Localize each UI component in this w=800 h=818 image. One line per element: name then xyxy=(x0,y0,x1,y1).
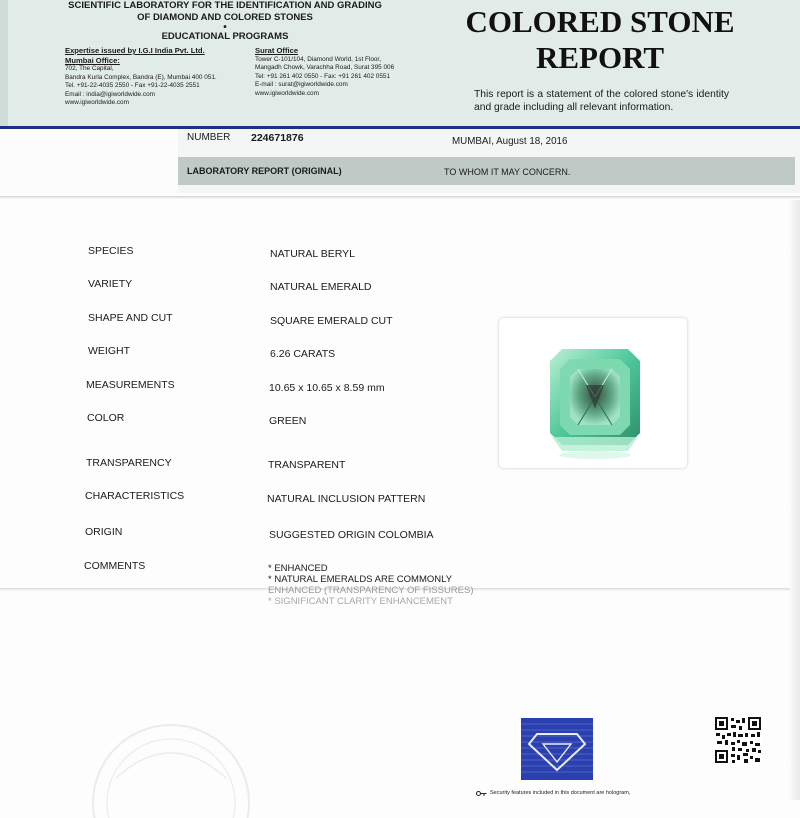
mumbai-address-2: Bandra Kurla Complex, Bandra (E), Mumbai 400 051. xyxy=(65,73,217,81)
detail-row xyxy=(0,278,800,294)
place-date: MUMBAI, August 18, 2016 xyxy=(452,136,568,147)
detail-value-measurements: 10.65 x 10.65 x 8.59 mm xyxy=(269,382,385,394)
report-title-line1: COLORED STONE xyxy=(465,4,735,39)
detail-row xyxy=(0,245,800,261)
emerald-gem-photo xyxy=(548,345,642,461)
lab-title xyxy=(65,0,385,43)
surat-office xyxy=(255,46,394,98)
paper-fold-top xyxy=(0,196,800,199)
surat-office-title: Surat Office xyxy=(255,46,299,55)
lab-title-bullet: • xyxy=(223,22,227,33)
report-number: 224671876 xyxy=(251,132,304,144)
detail-value-species: NATURAL BERYL xyxy=(270,248,355,260)
comment-line: * SIGNIFICANT CLARITY ENHANCEMENT xyxy=(268,596,453,607)
number-label: NUMBER xyxy=(187,132,231,143)
detail-label-variety: VARIETY xyxy=(88,278,133,290)
mumbai-address-1: 702, The Capital, xyxy=(65,65,114,72)
lab-title-line3: EDUCATIONAL PROGRAMS xyxy=(161,31,289,42)
comment-line: * NATURAL EMERALDS ARE COMMONLY xyxy=(268,574,453,585)
detail-value-origin: SUGGESTED ORIGIN COLOMBIA xyxy=(269,529,434,541)
mumbai-office xyxy=(65,46,217,108)
surat-address-2: Mangadh Chowk, Varachha Road, Surat 395 006 xyxy=(255,64,395,72)
expertise-line: Expertise issued by I.G.I India Pvt. Ltd. xyxy=(65,46,205,55)
detail-label-weight: WEIGHT xyxy=(88,345,130,357)
comments-label: COMMENTS xyxy=(84,560,146,572)
detail-value-transparency: TRANSPARENT xyxy=(268,459,346,471)
security-key-icon xyxy=(476,790,487,797)
qr-code xyxy=(714,716,762,764)
comments-text xyxy=(268,563,474,607)
surat-email: E-mail : surat@igiworldwide.com xyxy=(255,81,348,89)
detail-value-color: GREEN xyxy=(269,415,307,427)
detail-label-species: SPECIES xyxy=(88,245,134,257)
lab-title-line2: OF DIAMOND AND COLORED STONES xyxy=(137,12,313,23)
embossed-seal xyxy=(86,708,256,818)
report-type: LABORATORY REPORT (ORIGINAL) xyxy=(187,166,342,176)
mumbai-website: www.igiworldwide.com xyxy=(65,99,129,107)
security-note: Security features included in this document are hologram, xyxy=(490,790,631,796)
report-description: This report is a statement of the colored stone's identity and grade including all relevant information. xyxy=(474,89,729,113)
comment-line: * ENHANCED xyxy=(268,563,328,574)
detail-value-variety: NATURAL EMERALD xyxy=(270,281,372,293)
detail-label-origin: ORIGIN xyxy=(85,526,123,538)
header-edge xyxy=(0,0,8,130)
detail-label-shape-cut: SHAPE AND CUT xyxy=(88,312,173,324)
mumbai-office-title: Mumbai Office: xyxy=(65,55,120,65)
detail-label-measurements: MEASUREMENTS xyxy=(86,379,175,391)
detail-value-shape-cut: SQUARE EMERALD CUT xyxy=(270,315,393,327)
detail-row xyxy=(0,526,800,542)
surat-website: www.igiworldwide.com xyxy=(255,89,319,97)
detail-value-characteristics: NATURAL INCLUSION PATTERN xyxy=(267,493,426,505)
igi-hologram xyxy=(521,718,593,780)
surat-address-1: Tower C-101/104, Diamond World, 1st Floor, xyxy=(255,55,381,63)
comment-line: ENHANCED (TRANSPARENCY OF FISSURES) xyxy=(268,585,474,596)
lab-title-line1: SCIENTIFIC LABORATORY FOR THE IDENTIFICATION AND GRADING xyxy=(68,0,382,11)
mumbai-email: Email : india@igiworldwide.com xyxy=(65,90,155,98)
recipient: TO WHOM IT MAY CONCERN. xyxy=(444,167,571,177)
report-title-line2: REPORT xyxy=(535,40,665,75)
report-title xyxy=(455,4,745,76)
detail-value-weight: 6.26 CARATS xyxy=(270,348,336,360)
meta-band-margin xyxy=(0,129,178,193)
detail-label-characteristics: CHARACTERISTICS xyxy=(85,490,185,502)
detail-row xyxy=(0,490,800,506)
detail-label-color: COLOR xyxy=(87,412,125,424)
surat-phone: Tel: +91 261 402 0550 - Fax: +91 261 402 0551 xyxy=(255,72,391,80)
detail-label-transparency: TRANSPARENCY xyxy=(86,457,172,469)
mumbai-phone: Tel. +91-22-4035 2550 - Fax +91-22-4035 2551 xyxy=(65,82,200,90)
